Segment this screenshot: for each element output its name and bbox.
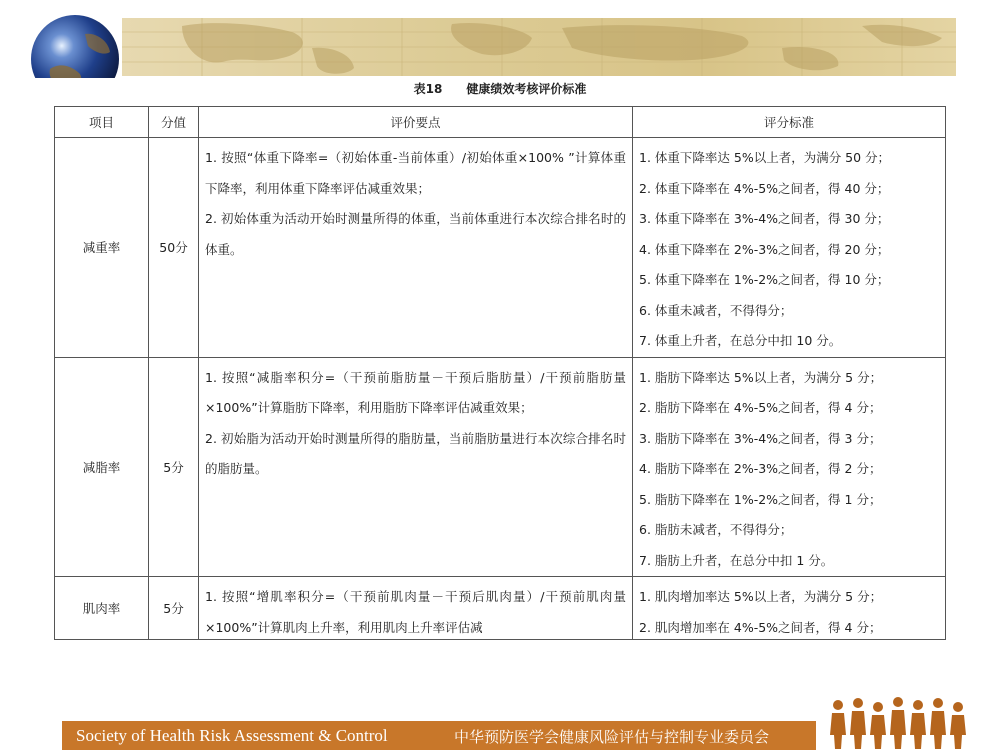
- criterion-text: 2. 体重下降率在 4%-5%之间者，得 40 分；: [639, 180, 890, 196]
- criterion-text: 5. 体重下降率在 1%-2%之间者，得 10 分；: [639, 272, 890, 287]
- row-item: 肌肉率: [55, 577, 149, 640]
- criterion-text: 1. 肌肉增加率达 5%以上者，为满分 5 分；: [639, 589, 883, 604]
- row-points: [199, 138, 633, 358]
- point-text: 2. 初始脂为活动开始时测量所得的脂肪量，当前脂肪量进行本次综合排名时的脂肪量。: [205, 430, 626, 476]
- row-criteria: [633, 138, 946, 358]
- footer-english-name: Society of Health Risk Assessment & Control: [76, 726, 388, 745]
- evaluation-table: [54, 106, 946, 640]
- criterion-text: 4. 脂肪下降率在 2%-3%之间者，得 2 分；: [639, 461, 882, 476]
- table-row: [55, 357, 946, 577]
- table-number: 表18: [413, 82, 443, 96]
- criterion-text: 3. 体重下降率在 3%-4%之间者，得 30 分；: [639, 211, 890, 226]
- row-item: 减脂率: [55, 357, 149, 577]
- criterion-text: 2. 脂肪下降率在 4%-5%之间者，得 4 分；: [639, 400, 882, 415]
- row-score: 5分: [149, 357, 199, 577]
- header-score: 分值: [149, 107, 199, 138]
- table-header-row: [55, 107, 946, 138]
- criterion-text: 4. 体重下降率在 2%-3%之间者，得 20 分；: [639, 241, 890, 257]
- globe-logo-icon: [30, 14, 120, 78]
- table-title: 健康绩效考核评价标准: [466, 82, 587, 96]
- row-criteria: [633, 577, 946, 640]
- row-item: 减重率: [55, 138, 149, 358]
- world-map-graphic: [122, 18, 956, 76]
- footer-chinese-name: 中华预防医学会健康风险评估与控制专业委员会: [454, 728, 770, 746]
- table-row: [55, 577, 946, 640]
- criterion-text: 1. 脂肪下降率达 5%以上者，为满分 5 分；: [639, 369, 883, 385]
- people-group-icon: [826, 695, 976, 750]
- criterion-text: 1. 体重下降率达 5%以上者，为满分 50 分；: [639, 150, 891, 165]
- table-row: [55, 138, 946, 358]
- table-caption: [0, 80, 1000, 97]
- point-text: 1. 按照“减脂率积分=（干预前脂肪量－干预后脂肪量）/干预前脂肪量×100%”计算脂肪下降率，利用脂肪下降率评估减重效果；: [205, 369, 626, 415]
- criterion-text: 7. 脂肪上升者，在总分中扣 1 分。: [639, 552, 834, 568]
- header-item: 项目: [55, 107, 149, 138]
- criterion-text: 5. 脂肪下降率在 1%-2%之间者，得 1 分；: [639, 491, 882, 507]
- footer-bar: [62, 721, 816, 750]
- row-criteria: [633, 357, 946, 577]
- criterion-text: 6. 体重未减者，不得得分；: [639, 302, 793, 318]
- row-score: 50分: [149, 138, 199, 358]
- header-criteria: 评分标准: [633, 107, 946, 138]
- header-banner: [122, 18, 956, 76]
- criterion-text: 7. 体重上升者，在总分中扣 10 分。: [639, 333, 842, 348]
- criterion-text: 3. 脂肪下降率在 3%-4%之间者，得 3 分；: [639, 430, 882, 446]
- criterion-text: 6. 脂肪未减者，不得得分；: [639, 522, 793, 537]
- criterion-text: 2. 肌肉增加率在 4%-5%之间者，得 4 分；: [639, 619, 882, 635]
- row-points: [199, 357, 633, 577]
- row-points: [199, 577, 633, 640]
- point-text: 1. 按照“增肌率积分=（干预前肌肉量－干预后肌肉量）/干预前肌肉量×100%”计算肌肉上升率，利用肌肉上升率评估减: [205, 589, 626, 635]
- point-text: 2. 初始体重为活动开始时测量所得的体重，当前体重进行本次综合排名时的体重。: [205, 211, 626, 257]
- row-score: 5分: [149, 577, 199, 640]
- header-points: 评价要点: [199, 107, 633, 138]
- point-text: 1. 按照“体重下降率=（初始体重-当前体重）/初始体重×100% ”计算体重下降率，利用体重下降率评估减重效果；: [205, 150, 626, 196]
